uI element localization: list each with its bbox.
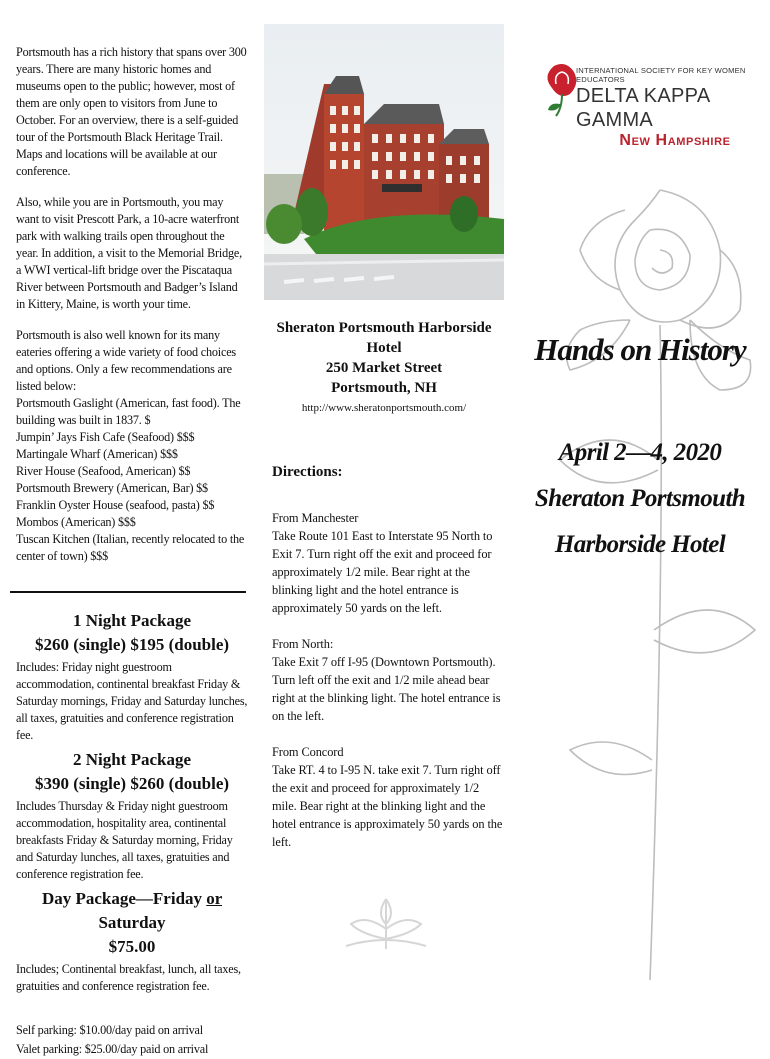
history-paragraph: Portsmouth has a rich history that spans over 300 years. There are many historic homes and museums open to the public; however, most of them are only open to visitors from June to October. For an overview, there is a self-guided tour of the Portsmouth Black Heritage Trail. Maps and locations will be available at our conference.	[16, 45, 247, 178]
event-dates: April 2—4, 2020	[558, 439, 722, 466]
directions-concord-heading: From Concord	[272, 745, 344, 759]
directions-north	[272, 635, 504, 725]
package-1-description: Includes: Friday night guestroom accommodation, continental breakfast Friday & Saturday mornings, Friday and Saturday lunches, all taxes, gratuities and conference registration fee.	[16, 660, 248, 742]
hotel-city: Portsmouth, NH	[331, 380, 437, 396]
day-package-title	[16, 887, 248, 935]
day-package-description: Includes; Continental breakfast, lunch, all taxes, gratuities and conference registration fee.	[16, 962, 241, 993]
day-package-title-a: Day Package—Friday	[41, 889, 207, 908]
hotel-street: 250 Market Street	[325, 360, 443, 376]
day-package-title-b: Saturday	[98, 913, 166, 932]
hotel-url-link[interactable]: http://www.sheratonportsmouth.com/	[301, 402, 467, 414]
package-1-price: $260 (single) $195 (double)	[34, 635, 230, 654]
rose-logo-icon	[547, 64, 576, 116]
eatery-item: River House (Seafood, American) $$	[16, 464, 191, 478]
eateries-intro: Portsmouth is also well known for its many eateries offering a wide variety of food choices and options. Only a few recommendations are listed below:	[16, 328, 236, 393]
eatery-item: Tuscan Kitchen (Italian, recently relocated to the center of town) $$$	[16, 532, 245, 563]
parks-paragraph: Also, while you are in Portsmouth, you may want to visit Prescott Park, a 10-acre waterfront park with walking trails open throughout the year. In addition, a visit to the Memorial Bridge, a WWI vertical-lift bridge over the Piscataqua River between Portsmouth and Badger’s Island in Kittery, Maine, is worth your time.	[16, 195, 242, 311]
directions-concord-text: Take RT. 4 to I-95 N. take exit 7. Turn right off the exit and proceed for approximately 1/2 mile. Bear right at the blinking light and the hotel entrance is approximately 50 yards on the left.	[272, 763, 503, 849]
logo-line-2: DELTA KAPPA GAMMA	[576, 85, 710, 131]
valet-parking: Valet parking: $25.00/day paid on arrival	[16, 1042, 209, 1056]
section-divider	[10, 591, 246, 593]
directions-title: Directions:	[272, 464, 343, 480]
event-venue-2: Harborside Hotel	[554, 531, 726, 558]
rose-illustration-icon	[550, 160, 760, 1000]
eatery-item: Mombos (American) $$$	[16, 515, 136, 529]
directions-north-text: Take Exit 7 off I-95 (Downtown Portsmouth). Turn left off the exit and 1/2 mile ahead bear right at the blinking light. The hotel entrance is on the left.	[272, 655, 501, 723]
brochure-title: Hands on History	[534, 332, 746, 367]
eatery-item: Portsmouth Gaslight (American, fast food). The building was built in 1837. $	[16, 396, 241, 427]
directions-manchester-text: Take Route 101 East to Interstate 95 North to Exit 7. Turn right off the exit and proceed for approximately 1/2 mile. Bear right at the blinking light and the hotel entrance is approximately 50 yards on the left.	[272, 529, 493, 615]
package-2-title: 2 Night Package	[72, 750, 192, 769]
history-column	[16, 44, 248, 1059]
eatery-item: Jumpin’ Jays Fish Cafe (Seafood) $$$	[16, 430, 195, 444]
event-details	[520, 430, 760, 568]
fleur-ornament-icon	[336, 884, 436, 954]
directions-concord	[272, 743, 504, 851]
parking-info	[16, 1021, 248, 1059]
day-package-title-or: or	[206, 889, 223, 908]
package-1-title: 1 Night Package	[72, 611, 192, 630]
eatery-item: Franklin Oyster House (seafood, pasta) $$	[16, 498, 215, 512]
logo-text	[576, 66, 770, 132]
hotel-column	[264, 24, 504, 869]
eateries-list	[16, 395, 248, 565]
package-2-price: $390 (single) $260 (double)	[34, 774, 230, 793]
hotel-name-text: Sheraton Portsmouth Harborside Hotel	[276, 320, 492, 356]
directions-manchester	[272, 509, 504, 617]
package-2-description: Includes Thursday & Friday night guestroom accommodation, hospitality area, continental breakfasts Friday & Saturday morning, Friday and Saturday lunches, all taxes, gratuities and conference registration fee.	[16, 799, 233, 881]
directions-north-heading: From North:	[272, 637, 334, 651]
self-parking: Self parking: $10.00/day paid on arrival	[16, 1023, 203, 1037]
event-venue-1: Sheraton Portsmouth	[534, 485, 746, 512]
hotel-name	[264, 318, 504, 398]
eatery-item: Martingale Wharf (American) $$$	[16, 447, 178, 461]
day-package-price: $75.00	[108, 937, 156, 956]
hotel-photo	[264, 24, 504, 300]
state-name: New Hampshire	[619, 132, 731, 149]
logo-line-1: INTERNATIONAL SOCIETY FOR KEY WOMEN EDUCATORS	[576, 66, 746, 84]
eatery-item: Portsmouth Brewery (American, Bar) $$	[16, 481, 208, 495]
directions-manchester-heading: From Manchester	[272, 511, 359, 525]
